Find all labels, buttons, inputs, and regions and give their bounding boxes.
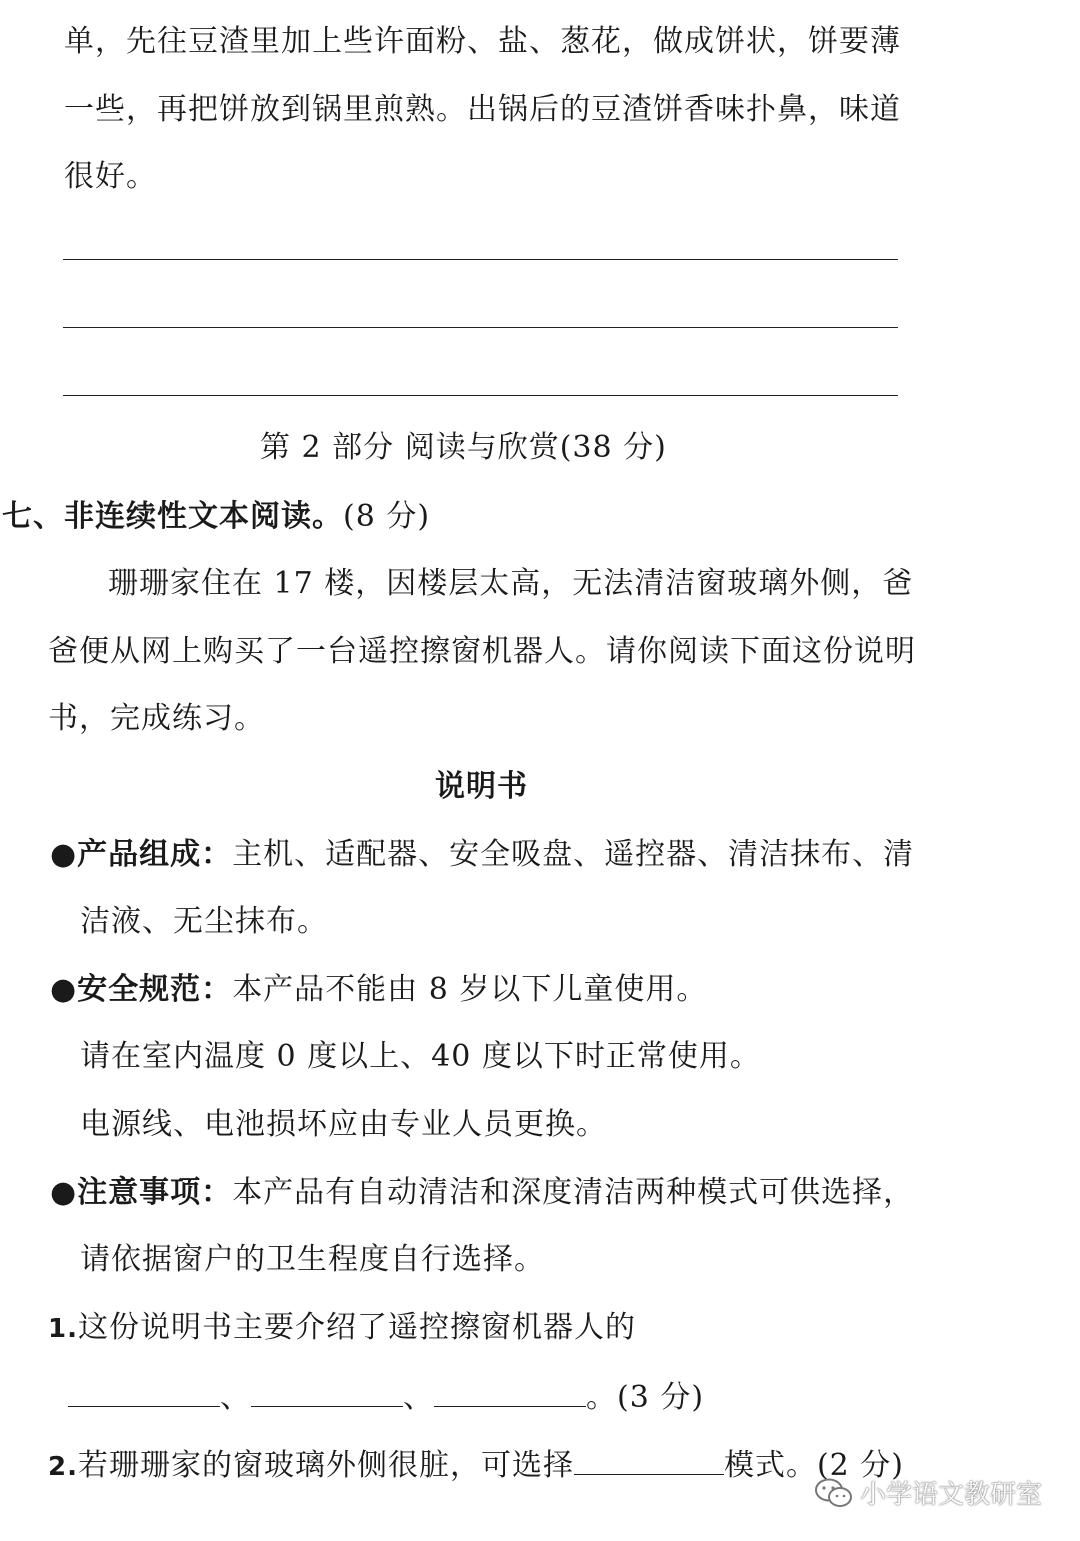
answer-blank-2[interactable] [251,1376,403,1407]
question-1-score: 。(3 分) [586,1380,705,1415]
manual-item-cont: 请依据窗户的卫生程度自行选择。 [80,1242,545,1277]
wechat-icon [814,1477,854,1509]
manual-item-cont: 请在室内温度 0 度以上、40 度以下时正常使用。 [80,1039,761,1074]
manual-item-cont: 洁液、无尘抹布。 [80,904,328,939]
watermark [814,1474,1042,1511]
separator: 、 [220,1380,251,1415]
manual-item-text: 本产品有自动清洁和深度清洁两种模式可供选择， [232,1175,915,1210]
manual-item-label: ●安全规范： [50,972,233,1007]
manual-item-safety [50,970,707,1010]
watermark-text: 小学语文教研室 [859,1480,1042,1510]
essay-line-1: 单，先往豆渣里加上些许面粉、盐、葱花，做成饼状，饼要薄 [64,24,901,59]
intro-line-3: 书，完成练习。 [48,701,265,736]
question-1 [48,1308,636,1349]
manual-item-notes [50,1173,914,1213]
question-2-score: 模式。(2 分) [723,1448,904,1483]
intro-line-2: 爸便从网上购买了一台遥控擦窗机器人。请你阅读下面这份说明 [48,634,916,669]
question-2-text: 若珊珊家的窗玻璃外侧很脏，可选择 [77,1448,574,1483]
manual-item-text: 主机、适配器、安全吸盘、遥控器、清洁抹布、清 [232,837,915,872]
question-7-score: (8 分) [343,499,431,534]
manual-item-label: ●注意事项： [50,1175,233,1210]
section-title: 第 2 部分 阅读与欣赏(38 分) [260,430,667,465]
question-1-text: 这份说明书主要介绍了遥控擦窗机器人的 [77,1310,636,1345]
intro-line-1: 珊珊家住在 17 楼，因楼层太高，无法清洁窗玻璃外侧，爸 [108,566,914,601]
essay-line-3: 很好。 [64,159,157,194]
answer-blank-mode[interactable] [574,1444,724,1475]
answer-blank-1[interactable] [68,1376,220,1407]
question-1-answers [68,1376,704,1418]
manual-item-cont: 电源线、电池损坏应由专业人员更换。 [80,1107,607,1142]
manual-item-label: ●产品组成： [50,837,233,872]
manual-title: 说明书 [435,769,528,804]
answer-line-1[interactable] [63,259,898,260]
question-1-number: 1. [48,1314,78,1344]
question-2 [48,1444,904,1487]
question-7-title: 七、非连续性文本阅读。 [2,499,343,534]
question-7-heading [2,497,430,537]
essay-line-2: 一些，再把饼放到锅里煎熟。出锅后的豆渣饼香味扑鼻，味道 [64,92,901,127]
answer-line-3[interactable] [63,395,898,396]
separator: 、 [403,1380,434,1415]
manual-item-composition [50,835,914,875]
answer-line-2[interactable] [63,327,898,328]
answer-blank-3[interactable] [434,1376,586,1407]
question-2-number: 2. [48,1452,78,1482]
manual-item-text: 本产品不能由 8 岁以下儿童使用。 [232,972,708,1007]
